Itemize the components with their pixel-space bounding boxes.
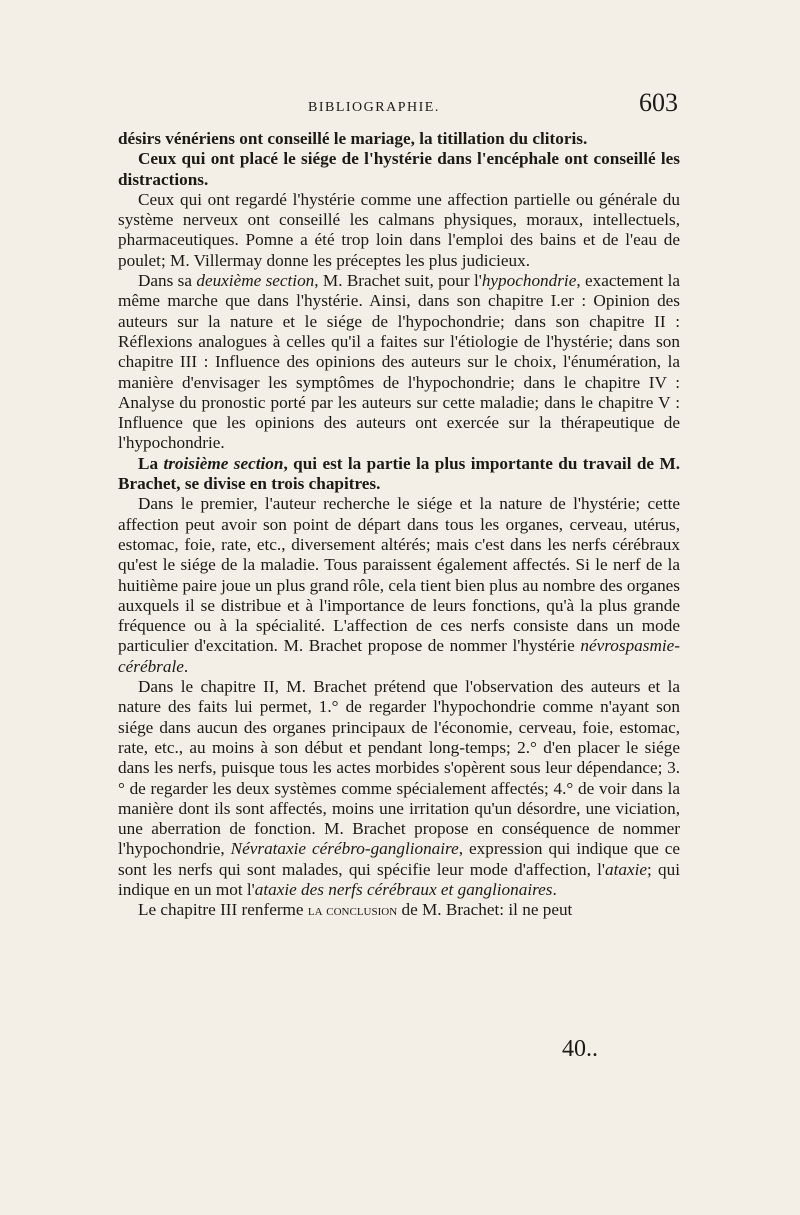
text-run: , expression qui indique que ce sont les nerfs qui sont malades, qui spécifie leur mode d'affection, l'	[118, 839, 680, 879]
text-run: Le chapitre III renferme	[138, 900, 308, 920]
text-run: , exactement la même marche que dans l'hystérie. Ainsi, dans son chapitre I.er : Opinion des auteurs sur la nature et le siége de l'hypochondrie; dans son chapitre II : Réflexions analogues à celles qu'il a faites sur l'étiologie de l'hystérie; dans son chapitre III : Influence des opinions des auteurs sur le choix, l'énumération, la manière d'envisager les symptômes de l'hypochondrie; dans le chapitre IV : Analyse du pronostic porté par les auteurs sur cette maladie; dans le chapitre V : Influence que les opinions des auteurs ont exercée sur la thérapeutique de l'hypochondrie.	[118, 271, 680, 453]
small-caps-text: la conclusion	[307, 903, 398, 920]
body-text	[118, 129, 680, 922]
text-run: Ceux qui ont placé le siége de l'hystérie dans l'encéphale ont conseillé les distractions.	[118, 149, 680, 189]
paragraph	[118, 190, 680, 271]
text-run: Dans le premier, l'auteur recherche le siége et la nature de l'hystérie; cette affection peut avoir son point de départ dans tous les organes, cerveau, utérus, estomac, foie, rate, etc., diversement altérés; mais c'est dans les nerfs cérébraux qu'est le siége de la maladie. Tous paraissent également affectés. Si le nerf de la huitième paire joue un plus grand rôle, cela tient bien plus au nombre des organes auxquels il se distribue et à l'importance de leurs fonctions, qu'à la plus grande fréquence ou à la spécialité. L'affection de ces nerfs consiste dans un mode particulier d'excitation. M. Brachet propose de nommer l'hystérie	[118, 494, 680, 656]
paragraph	[118, 677, 680, 900]
italic-text: ataxie	[605, 859, 647, 879]
text-run: Dans sa	[138, 271, 197, 291]
paragraph	[118, 149, 680, 190]
text-run: , qui est la partie la plus importante du travail de M. Brachet, se divise en trois chapitres.	[118, 453, 680, 494]
italic-text: deuxième section	[196, 271, 315, 291]
italic-text: ataxie des nerfs cérébraux et ganglionaires	[254, 879, 553, 899]
text-run: de M. Brachet: il ne peut	[397, 900, 573, 920]
paragraph	[118, 271, 680, 454]
italic-text: troisième section	[163, 453, 284, 473]
text-run: Ceux qui ont regardé l'hystérie comme une affection partielle ou générale du système nerveux ont conseillé les calmans physiques, moraux, intellectuels, pharmaceutiques. Pomne a été trop loin dans l'emploi des bains et de l'eau de poulet; M. Villermay donne les préceptes les plus judicieux.	[118, 189, 680, 270]
italic-text: Névrataxie cérébro-ganglionaire	[230, 839, 459, 859]
signature-mark: 40..	[562, 1036, 598, 1062]
page-number: 603	[639, 88, 678, 117]
running-head: BIBLIOGRAPHIE.	[308, 100, 440, 115]
italic-text: névrospasmie-cérébrale	[118, 636, 680, 676]
paragraph	[118, 494, 680, 677]
paragraph	[118, 454, 680, 495]
text-run: .	[552, 879, 557, 899]
text-run: désirs vénériens ont conseillé le mariage, la titillation du clitoris.	[118, 129, 588, 148]
text-run: Dans le chapitre II, M. Brachet prétend que l'observation des auteurs et la nature des faits lui permet, 1.° de regarder l'hypochondrie comme n'ayant son siége dans aucun des organes principaux de l'économie, cerveau, foie, estomac, rate, etc., au moins à son début et pendant long-temps; 2.° d'en placer le siége dans les nerfs, puisque tous les actes morbides s'opèrent sous leur dépendance; 3.° de regarder les deux systèmes comme spécialement affectés; 4.° de voir dans la manière dont ils sont affectés, moins une irritation qu'un désordre, une viciation, une aberration de fonction. M. Brachet propose en conséquence de nommer l'hypochondrie,	[118, 677, 680, 859]
paragraph	[118, 900, 680, 921]
italic-text: hypochondrie	[481, 271, 577, 291]
text-run: , M. Brachet suit, pour l'	[314, 271, 482, 291]
paragraph	[118, 129, 680, 149]
page-header	[118, 88, 680, 128]
text-run: ; qui indique en un mot l'	[118, 859, 680, 899]
text-run: .	[183, 656, 189, 676]
text-run: La	[138, 453, 164, 473]
